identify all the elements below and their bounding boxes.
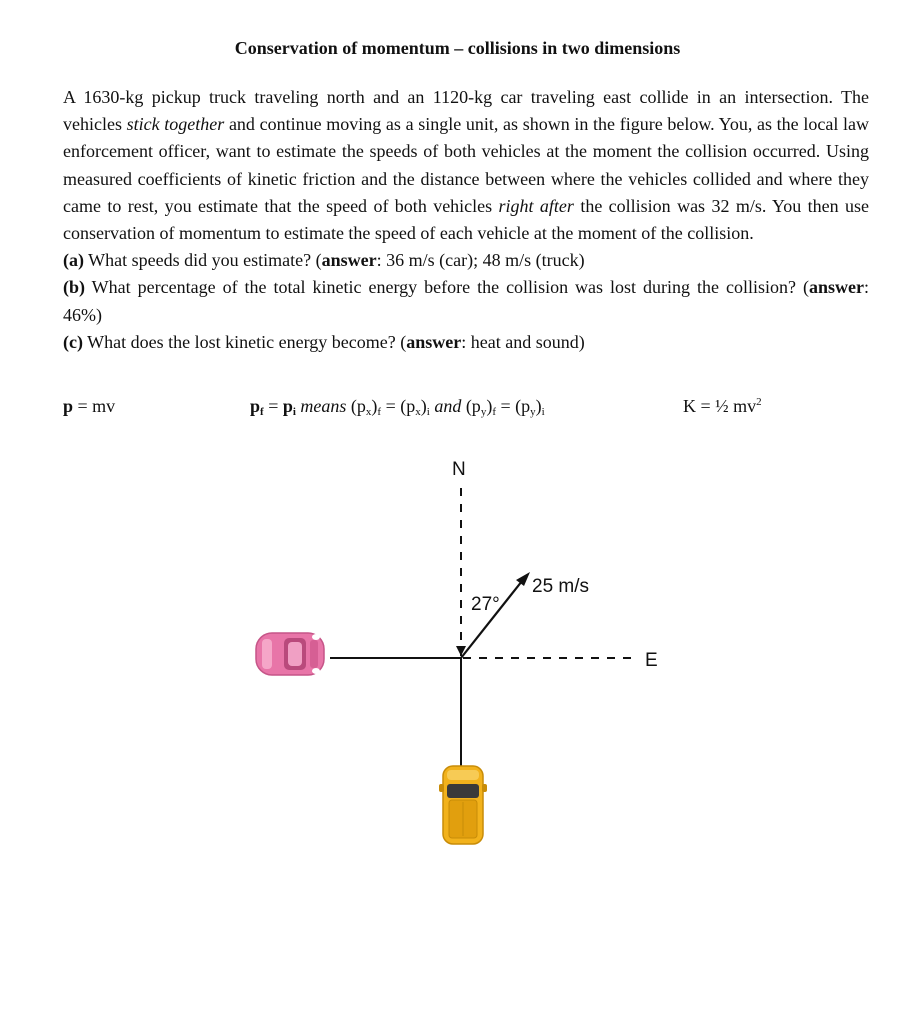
px-i-x: x <box>415 406 421 418</box>
yellow-truck-icon <box>439 766 487 844</box>
momentum-formula <box>63 396 115 417</box>
question-c <box>63 329 869 356</box>
and-word: and <box>429 396 466 416</box>
final-velocity-vector <box>461 576 526 658</box>
paragraph-part3: the collision was 32 m/s. You then use conservation of momentum to estimate the speed of each vehicle at the moment of the collision. <box>63 195 869 244</box>
question-a <box>63 247 869 274</box>
px-f-sub: f <box>377 406 382 418</box>
question-a-text: What speeds did you estimate? ( <box>84 250 322 271</box>
px-i-close: ) <box>420 396 427 416</box>
page-title: Conservation of momentum – collisions in two dimensions <box>234 38 681 58</box>
ke-exponent: 2 <box>756 396 762 408</box>
question-c-answer: : heat and sound) <box>461 331 585 352</box>
ke-text: K = ½ mv <box>683 396 757 416</box>
problem-paragraph <box>63 84 869 247</box>
problem-text <box>63 84 869 356</box>
py-f-close: ) <box>486 396 493 416</box>
north-label: N <box>452 459 466 480</box>
question-b <box>63 274 869 328</box>
pf-sub: f <box>260 406 264 418</box>
py-i-sub: i <box>541 406 545 418</box>
momentum-symbol: p <box>63 396 74 416</box>
py-f-open: (p <box>465 396 481 416</box>
question-b-label: (b) <box>63 277 85 298</box>
question-a-answer: : 36 m/s (car); 48 m/s (truck) <box>376 250 585 271</box>
pi-symbol: p <box>282 396 293 416</box>
pi-sub: i <box>292 406 296 418</box>
paragraph-part2: and continue moving as a single unit, as shown in the figure below. You, as the local law enforcement officer, want to estimate the speeds of both vehicles at the moment the collision occurred. Using measured coefficients of kinetic friction and the distance between where the vehicles collided and where they came to rest, you estimate that the speed of both vehicles <box>63 114 869 216</box>
question-a-answer-label: answer <box>321 250 377 271</box>
py-f-y: y <box>480 406 487 418</box>
momentum-rhs: = mv <box>73 396 116 416</box>
east-label: E <box>645 650 658 671</box>
question-a-label: (a) <box>63 250 84 271</box>
px-i-open: = (p <box>381 396 416 416</box>
kinetic-energy-formula <box>683 396 762 417</box>
paragraph-emphasis-stick-together: stick together <box>126 114 225 135</box>
conservation-formula <box>250 396 545 418</box>
means-word: means <box>295 396 351 416</box>
px-i-sub: i <box>426 406 430 418</box>
question-b-text: What percentage of the total kinetic energy before the collision was lost during the collision? ( <box>85 277 809 298</box>
py-i-close: ) <box>535 396 542 416</box>
angle-label: 27° <box>471 594 500 615</box>
question-b-answer-label: answer <box>808 277 864 298</box>
collision-diagram <box>0 440 915 880</box>
py-i-open: = (p <box>495 396 531 416</box>
px-f-close: ) <box>371 396 378 416</box>
eq-sign: = <box>263 396 283 416</box>
velocity-arrowhead <box>516 572 530 586</box>
speed-label: 25 m/s <box>532 576 590 597</box>
formula-row <box>63 396 869 422</box>
question-c-label: (c) <box>63 331 83 352</box>
py-i-y: y <box>530 406 536 418</box>
paragraph-part1: A 1630-kg pickup truck traveling north and an 1120-kg car traveling east collide in an intersection. The vehicles <box>63 87 869 135</box>
pf-symbol: p <box>250 396 261 416</box>
pink-car-icon <box>256 633 324 675</box>
py-f-sub: f <box>492 406 496 418</box>
paragraph-emphasis-right-after: right after <box>498 195 574 216</box>
question-c-answer-label: answer <box>406 331 462 352</box>
question-c-text: What does the lost kinetic energy become? ( <box>82 331 407 352</box>
question-b-answer: : 46%) <box>63 277 869 325</box>
px-f-open: (p <box>350 396 366 416</box>
px-f-x: x <box>365 406 372 418</box>
